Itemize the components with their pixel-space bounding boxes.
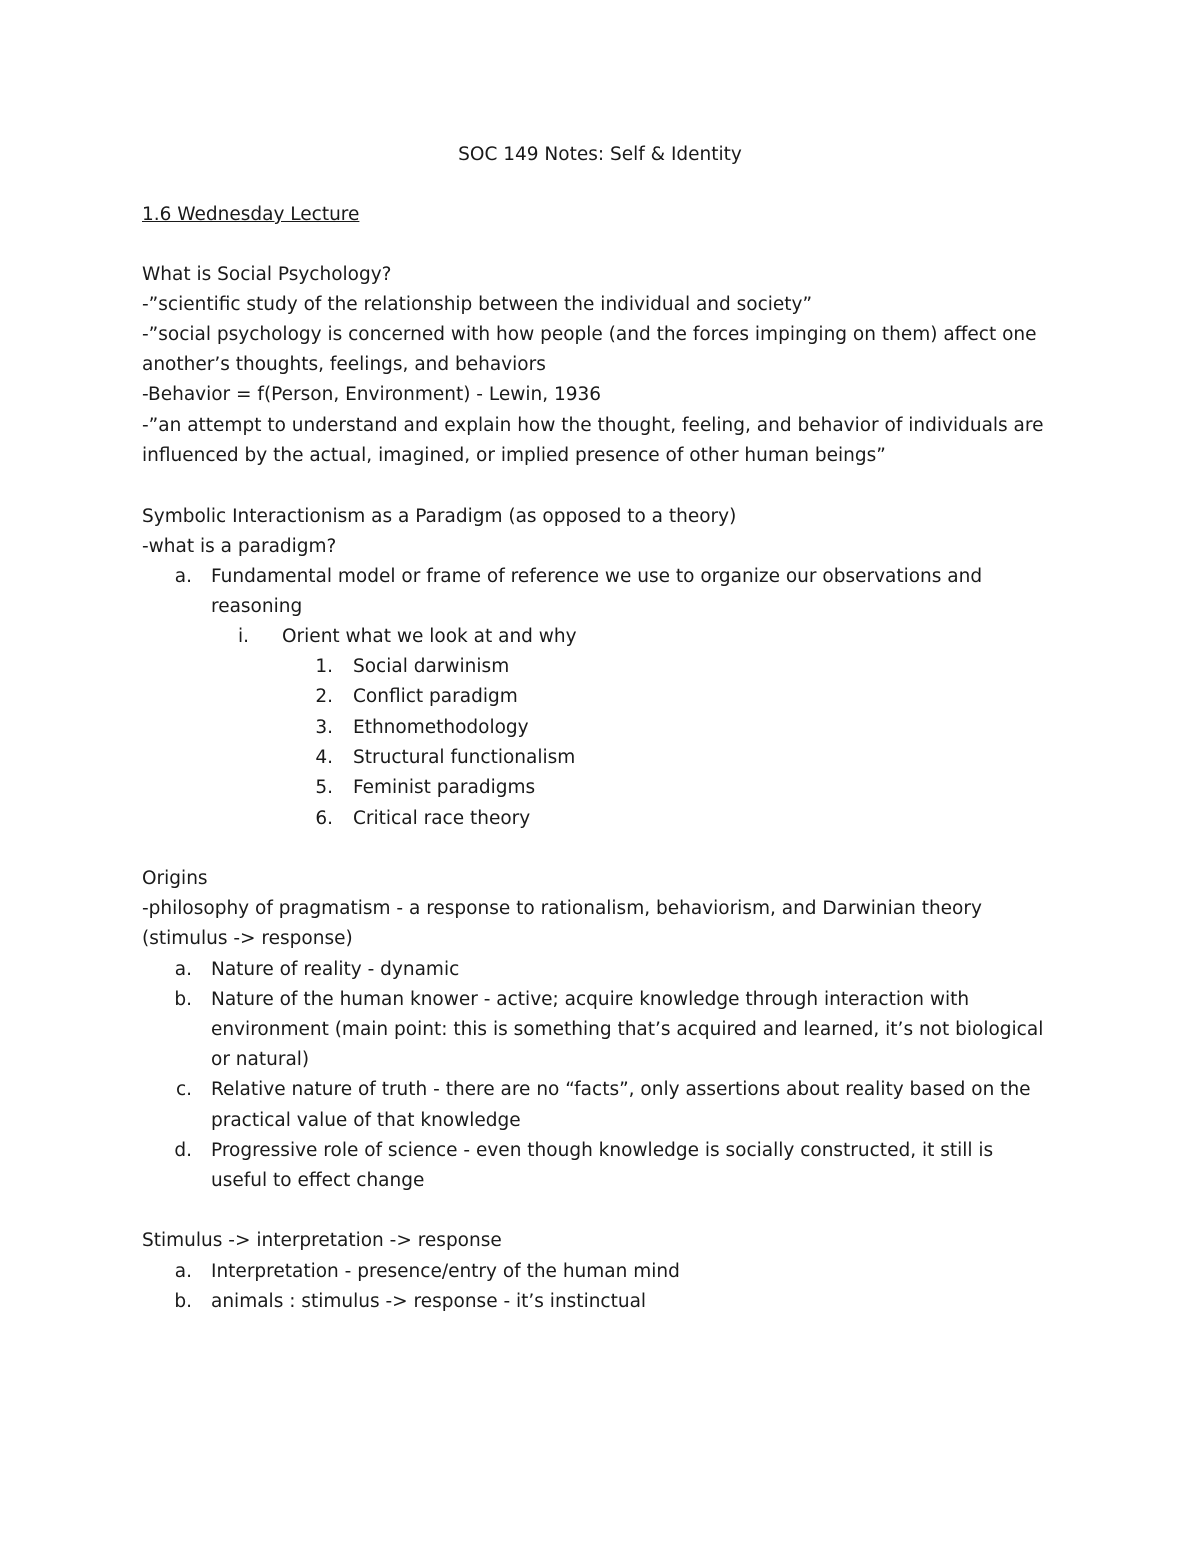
- list-item-text: animals : stimulus -> response - it’s instinctual: [211, 1291, 647, 1312]
- list-item-text: Nature of the human knower - active; acquire knowledge through interaction with: [211, 989, 970, 1010]
- list-item-text: Interpretation - presence/entry of the human mind: [211, 1261, 680, 1282]
- section1-line: -”scientific study of the relationship between the individual and society”: [142, 294, 813, 315]
- list-item-text: Fundamental model or frame of reference we use to organize our observations and: [211, 566, 983, 587]
- list-item-text: Nature of reality - dynamic: [211, 959, 460, 980]
- list-item-text: reasoning: [211, 596, 303, 617]
- section1-line: another’s thoughts, feelings, and behaviors: [142, 354, 546, 375]
- section1-line: -”social psychology is concerned with how people (and the forces impinging on them) affect one: [142, 324, 1037, 345]
- section1-line: -”an attempt to understand and explain how the thought, feeling, and behavior of individuals are: [142, 415, 1044, 436]
- page-title: SOC 149 Notes: Self & Identity: [458, 144, 742, 165]
- list-item-text: useful to effect change: [211, 1170, 425, 1191]
- numbered-marker: 6.: [315, 808, 333, 829]
- list-marker: a.: [174, 566, 192, 587]
- list-marker: a.: [174, 959, 192, 980]
- numbered-marker: 1.: [315, 656, 333, 677]
- section1-line: influenced by the actual, imagined, or implied presence of other human beings”: [142, 445, 886, 466]
- numbered-item: Ethnomethodology: [353, 717, 529, 738]
- list-marker: c.: [175, 1079, 192, 1100]
- numbered-item: Feminist paradigms: [353, 777, 536, 798]
- list-item-text: Progressive role of science - even though knowledge is socially constructed, it still is: [211, 1140, 994, 1161]
- list-item-text: or natural): [211, 1049, 310, 1070]
- section2-subheading: -what is a paradigm?: [142, 536, 337, 557]
- section4-heading: Stimulus -> interpretation -> response: [142, 1230, 502, 1251]
- numbered-marker: 3.: [315, 717, 333, 738]
- numbered-item: Conflict paradigm: [353, 686, 518, 707]
- list-item-text: Relative nature of truth - there are no “facts”, only assertions about reality based on the: [211, 1079, 1031, 1100]
- lecture-heading: 1.6 Wednesday Lecture: [142, 204, 360, 225]
- list-item-text: practical value of that knowledge: [211, 1110, 521, 1131]
- numbered-item: Critical race theory: [353, 808, 531, 829]
- section2-heading: Symbolic Interactionism as a Paradigm (as opposed to a theory): [142, 506, 737, 527]
- list-marker: b.: [174, 989, 192, 1010]
- list-item-text: Orient what we look at and why: [282, 626, 577, 647]
- list-marker: b.: [174, 1291, 192, 1312]
- list-marker: a.: [174, 1261, 192, 1282]
- list-marker: d.: [174, 1140, 192, 1161]
- numbered-marker: 5.: [315, 777, 333, 798]
- numbered-item: Structural functionalism: [353, 747, 576, 768]
- section1-line: -Behavior = f(Person, Environment) - Lewin, 1936: [142, 384, 602, 405]
- numbered-marker: 4.: [315, 747, 333, 768]
- numbered-item: Social darwinism: [353, 656, 510, 677]
- list-marker: i.: [237, 626, 249, 647]
- list-item-text: environment (main point: this is something that’s acquired and learned, it’s not biological: [211, 1019, 1044, 1040]
- section3-intro: (stimulus -> response): [142, 928, 353, 949]
- section1-heading: What is Social Psychology?: [142, 264, 392, 285]
- numbered-marker: 2.: [315, 686, 333, 707]
- section3-heading: Origins: [142, 868, 208, 889]
- section3-intro: -philosophy of pragmatism - a response to rationalism, behaviorism, and Darwinian theory: [142, 898, 982, 919]
